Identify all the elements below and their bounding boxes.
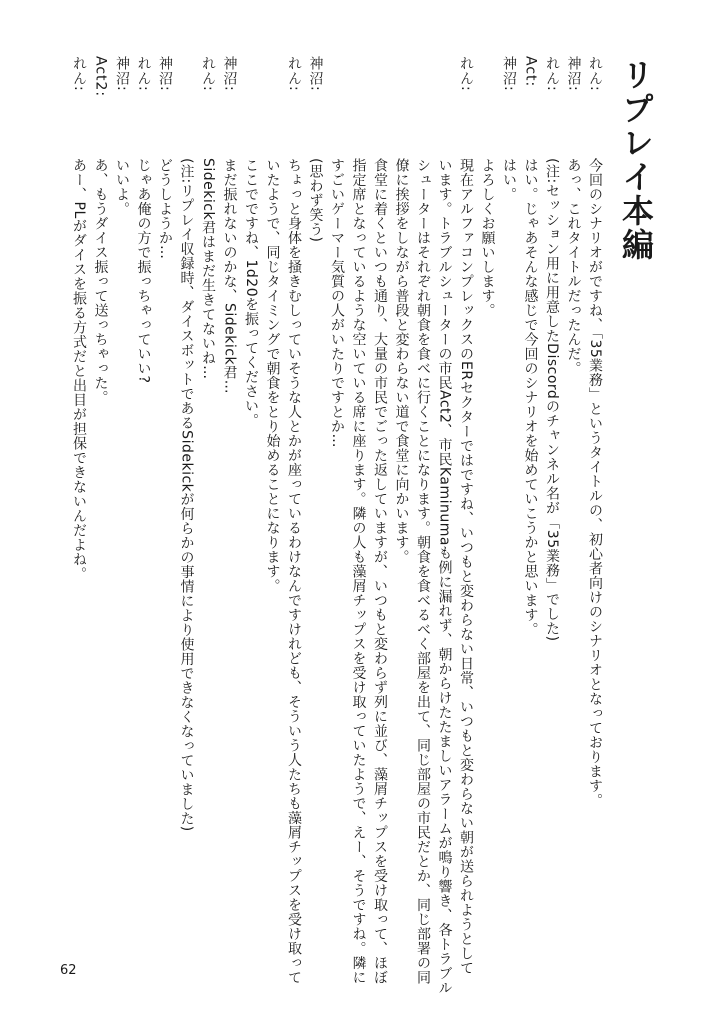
speaker-label: れん: <box>135 56 152 92</box>
speaker-label: れん: <box>458 56 474 92</box>
speaker-label: 神沼: <box>157 56 173 92</box>
dialogue-line: 現在アルファコンプレックスのERセクターではですね、いつもと変わらない日常、いつもと変わらない朝が送られようとして <box>458 158 474 976</box>
dialogue-line: どうしようか… <box>157 158 173 260</box>
dialogue-line: (思わず笑う) <box>307 158 324 243</box>
dialogue-line: よろしくお願いします。 <box>479 158 496 318</box>
speaker-label: Act: <box>522 56 539 88</box>
speaker-label: Act2: <box>92 56 109 98</box>
speaker-label: れん: <box>200 56 216 92</box>
dialogue-line: います。トラブルシューターの市民Act2、市民Kaminumaも例に漏れず、朝からけたたましいアラームが鳴り響き、各トラブル <box>436 158 453 996</box>
dialogue-line: 今回のシナリオがですね、「35業務」というタイトルの、初心者向けのシナリオとなっております。 <box>587 158 603 808</box>
dialogue-line: (注:セッション用に用意したDiscordのチャンネル名が「35業務」でした) <box>544 158 560 642</box>
dialogue-line: まだ振れないのかな、Sidekick君… <box>221 158 238 395</box>
speaker-label: れん: <box>544 56 560 92</box>
speaker-label: 神沼: <box>114 56 130 92</box>
dialogue-line: ここでですね、1d20を振ってください。 <box>243 158 259 428</box>
speaker-label: 神沼: <box>565 56 582 92</box>
speaker-label: れん: <box>71 56 87 92</box>
dialogue-line: 指定席となっているような空いている席に座ります。隣の人も藻屑チップスを受け取っていたようで、えー、そうですね。隣に <box>350 158 367 985</box>
dialogue-line: はい。 <box>501 158 517 202</box>
speaker-label: 神沼: <box>501 56 517 92</box>
dialogue-line: あ、もうダイス振って送っちゃった。 <box>92 158 109 405</box>
dialogue-line: すごいゲーマー気質の人がいたりですとか… <box>329 158 345 448</box>
speaker-label: れん: <box>587 56 603 92</box>
speaker-label: 神沼: <box>221 56 238 92</box>
dialogue-line: シューターはそれぞれ朝食を食べに行くことになります。朝食を食べるべく部屋を出て、同じ部屋の市民だとか、同じ部署の同 <box>415 158 431 985</box>
speaker-label: れん: <box>286 56 302 92</box>
dialogue-line: あっ、これタイトルだったんだ。 <box>565 158 582 376</box>
speaker-label: 神沼: <box>307 56 324 92</box>
dialogue-line: いたようで、同じタイミングで朝食をとり始めることになります。 <box>264 158 281 593</box>
page-title: リプレイ本編 <box>617 58 655 262</box>
dialogue-line: じゃあ俺の方で振っちゃっていい? <box>135 158 152 384</box>
dialogue-line: 食堂に着くといつも通り、大量の市民でごった返していますが、いつもと変わらず列に並び、藻屑チップスを受け取って、ほぼ <box>372 158 388 985</box>
dialogue-line: いいよ。 <box>114 158 130 216</box>
dialogue-line: あー、PLがダイスを振る方式だと出目が担保できないんだよね。 <box>71 158 87 582</box>
dialogue-line: 僚に挨拶をしながら普段と変わらない道で食堂に向かいます。 <box>393 158 410 564</box>
dialogue-line: Sidekick君はまだ生きてないね… <box>200 158 216 380</box>
dialogue-line: はい。じゃあそんな感じで今回のシナリオを始めていこうかと思います。 <box>522 158 539 637</box>
dialogue-line: (注:リプレイ収録時、ダイスボットであるSidekickが何らかの事情により使用できなくなっていました) <box>178 158 195 832</box>
page-number: 62 <box>60 963 77 978</box>
dialogue-line: ちょっと身体を掻きむしっていそうな人とかが座っているわけなんですけれども、そういう人たちも藻屑チップスを受け取って <box>286 158 302 985</box>
